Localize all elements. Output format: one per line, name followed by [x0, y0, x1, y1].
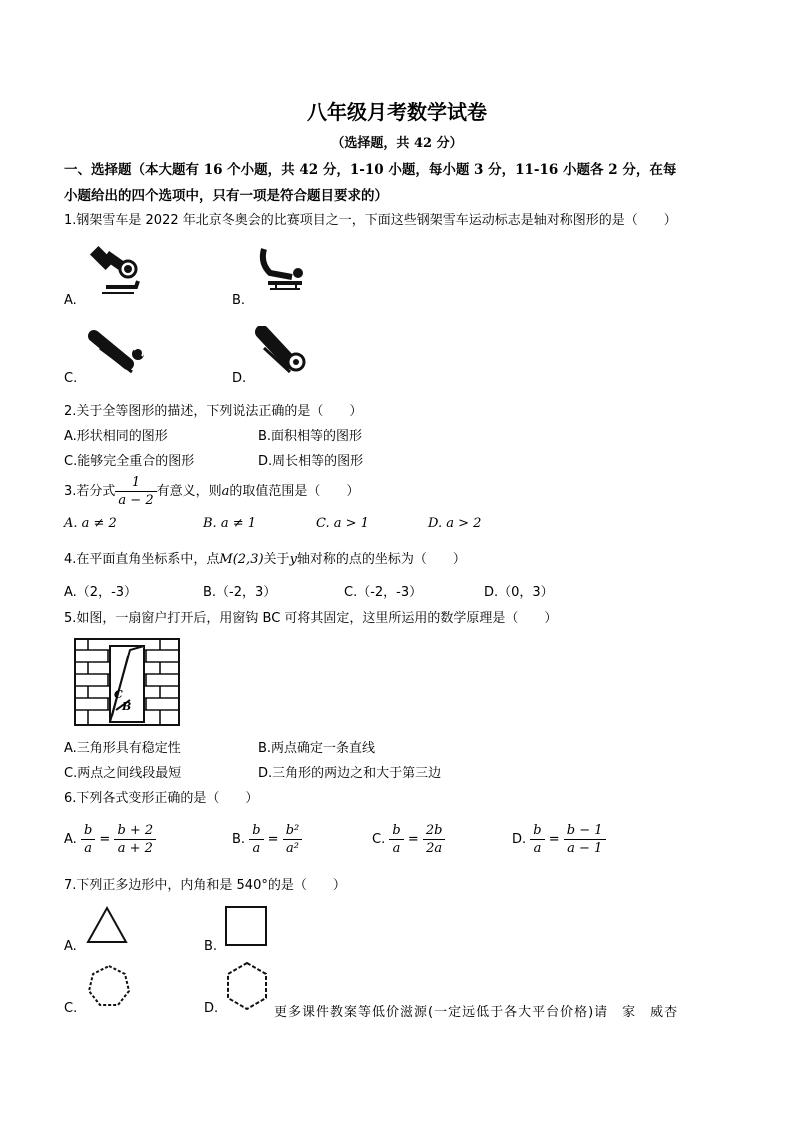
q3-stem-end: 的取值范围是（ ）	[229, 484, 360, 499]
q3-fraction-den: a − 2	[118, 493, 154, 508]
q6-d-lhs-num: b	[530, 822, 544, 840]
q6-a-lhs-den: a	[84, 841, 92, 856]
q4-option-a: A.（2，-3）	[64, 585, 138, 600]
q6-a-lhs-num: b	[81, 822, 95, 840]
q6-c-lhs-den: a	[392, 841, 401, 856]
q3-option-d: D. a > 2	[428, 516, 482, 531]
q5-option-d: D.三角形的两边之和大于第三边	[258, 766, 442, 781]
q3-fraction-num: 1	[115, 474, 156, 492]
q4-point: M(2,3)	[219, 552, 264, 567]
sled-rider-b-icon	[256, 243, 312, 298]
section-heading-line2: 小题给出的四个选项中，只有一项是符合题目要求的）	[64, 188, 388, 204]
q7-option-b: B.	[204, 939, 218, 954]
q6-c-label: C.	[372, 832, 386, 847]
q6-option-d: D. $\frac{b}{a}$ = $\frac{b - 1}{a - 1}$	[512, 820, 606, 860]
q2-stem: 2.关于全等图形的描述，下列说法正确的是（ ）	[64, 404, 363, 419]
q7-option-d: D.	[204, 1001, 219, 1016]
q6-option-a: A. $\frac{b}{a}$ = $\frac{b + 2}{a + 2}$	[64, 820, 156, 860]
q6-c-rhs-num: 2b	[423, 822, 446, 840]
q6-c-lhs-num: b	[389, 822, 403, 840]
sled-rider-c-icon	[88, 328, 148, 376]
triangle-icon	[84, 904, 130, 946]
q7-option-a: A.	[64, 939, 77, 954]
q3-option-c: C. a > 1	[316, 516, 369, 531]
q6-a-rhs-den: a + 2	[117, 841, 153, 856]
label-b: B	[122, 700, 132, 713]
q3-option-b: B. a ≠ 1	[203, 516, 256, 531]
q3-stem-post: 有意义，则	[156, 484, 222, 499]
sled-rider-d-icon	[254, 326, 310, 378]
q4-stem-mid: 关于	[263, 552, 290, 567]
q2-option-d: D.周长相等的图形	[258, 454, 364, 469]
q1-option-b: B.	[232, 293, 246, 308]
q3-fraction	[115, 474, 156, 509]
section-heading-line1: 一、选择题（本大题有 16 个小题，共 42 分，1-10 小题，每小题 3 分，11-16 小题各 2 分，在每	[64, 162, 677, 178]
q4-option-b: B.（-2，3）	[203, 585, 277, 600]
window-figure	[74, 638, 180, 726]
q6-b-lhs-den: a	[252, 841, 261, 856]
q2-option-c: C.能够完全重合的图形	[64, 454, 195, 469]
q6-option-b: B. $\frac{b}{a}$ = $\frac{\text{b²}}{\text{a²}}$	[232, 820, 302, 860]
q6-d-rhs-den: a − 1	[567, 841, 603, 856]
label-c: C	[114, 688, 123, 701]
q3-option-a: A. a ≠ 2	[64, 516, 117, 531]
q4-stem	[64, 548, 466, 567]
q6-option-c: C. $\frac{b}{a}$ = $\frac{2b}{2a}$	[372, 820, 445, 860]
q6-stem: 6.下列各式变形正确的是（ ）	[64, 791, 259, 806]
q7-stem: 7.下列正多边形中，内角和是 540°的是（ ）	[64, 878, 346, 893]
q4-stem-pre: 4.在平面直角坐标系中，点	[64, 552, 220, 567]
q1-option-c: C.	[64, 371, 78, 386]
q3-var: a	[221, 484, 230, 499]
q3-stem-pre: 3.若分式	[64, 484, 116, 499]
q6-d-lhs-den: a	[533, 841, 542, 856]
q4-axis: y	[289, 552, 297, 567]
q4-stem-end: 轴对称的点的坐标为（ ）	[296, 552, 466, 567]
q6-c-rhs-den: 2a	[426, 841, 443, 856]
page-subtitle: （选择题，共 42 分）	[331, 136, 463, 151]
q5-option-a: A.三角形具有稳定性	[64, 741, 181, 756]
q6-d-label: D.	[512, 832, 527, 847]
q1-option-d: D.	[232, 371, 247, 386]
q2-option-b: B.面积相等的图形	[258, 429, 363, 444]
q4-option-d: D.（0，3）	[484, 585, 554, 600]
q4-option-c: C.（-2，-3）	[344, 585, 423, 600]
q6-b-rhs-num: b²	[283, 822, 303, 840]
heptagon-icon	[84, 962, 134, 1012]
q5-option-c: C.两点之间线段最短	[64, 766, 182, 781]
q6-a-label: A.	[64, 832, 77, 847]
q1-stem: 1.钢架雪车是 2022 年北京冬奥会的比赛项目之一，下面这些钢架雪车运动标志是轴对称图形的是（ ）	[64, 213, 677, 228]
q6-b-lhs-num: b	[249, 822, 263, 840]
q6-b-rhs-den: a²	[285, 841, 299, 856]
sled-rider-a-icon	[88, 243, 144, 298]
q5-option-b: B.两点确定一条直线	[258, 741, 376, 756]
footer-ad-text: 更多课件教案等低价滋源(一定远低于各大平台价格)请 家 威杏	[274, 1005, 679, 1020]
q6-b-label: B.	[232, 832, 246, 847]
q6-a-rhs-num: b + 2	[114, 822, 156, 840]
q7-option-c: C.	[64, 1001, 78, 1016]
hexagon-icon	[222, 960, 272, 1012]
page-title: 八年级月考数学试卷	[307, 100, 487, 124]
q5-stem: 5.如图，一扇窗户打开后，用窗钩 BC 可将其固定，这里所运用的数学原理是（ ）	[64, 611, 558, 626]
square-icon	[222, 904, 270, 948]
q2-option-a: A.形状相同的图形	[64, 429, 168, 444]
q3-stem	[64, 474, 359, 510]
q1-option-a: A.	[64, 293, 77, 308]
q6-d-rhs-num: b − 1	[564, 822, 606, 840]
